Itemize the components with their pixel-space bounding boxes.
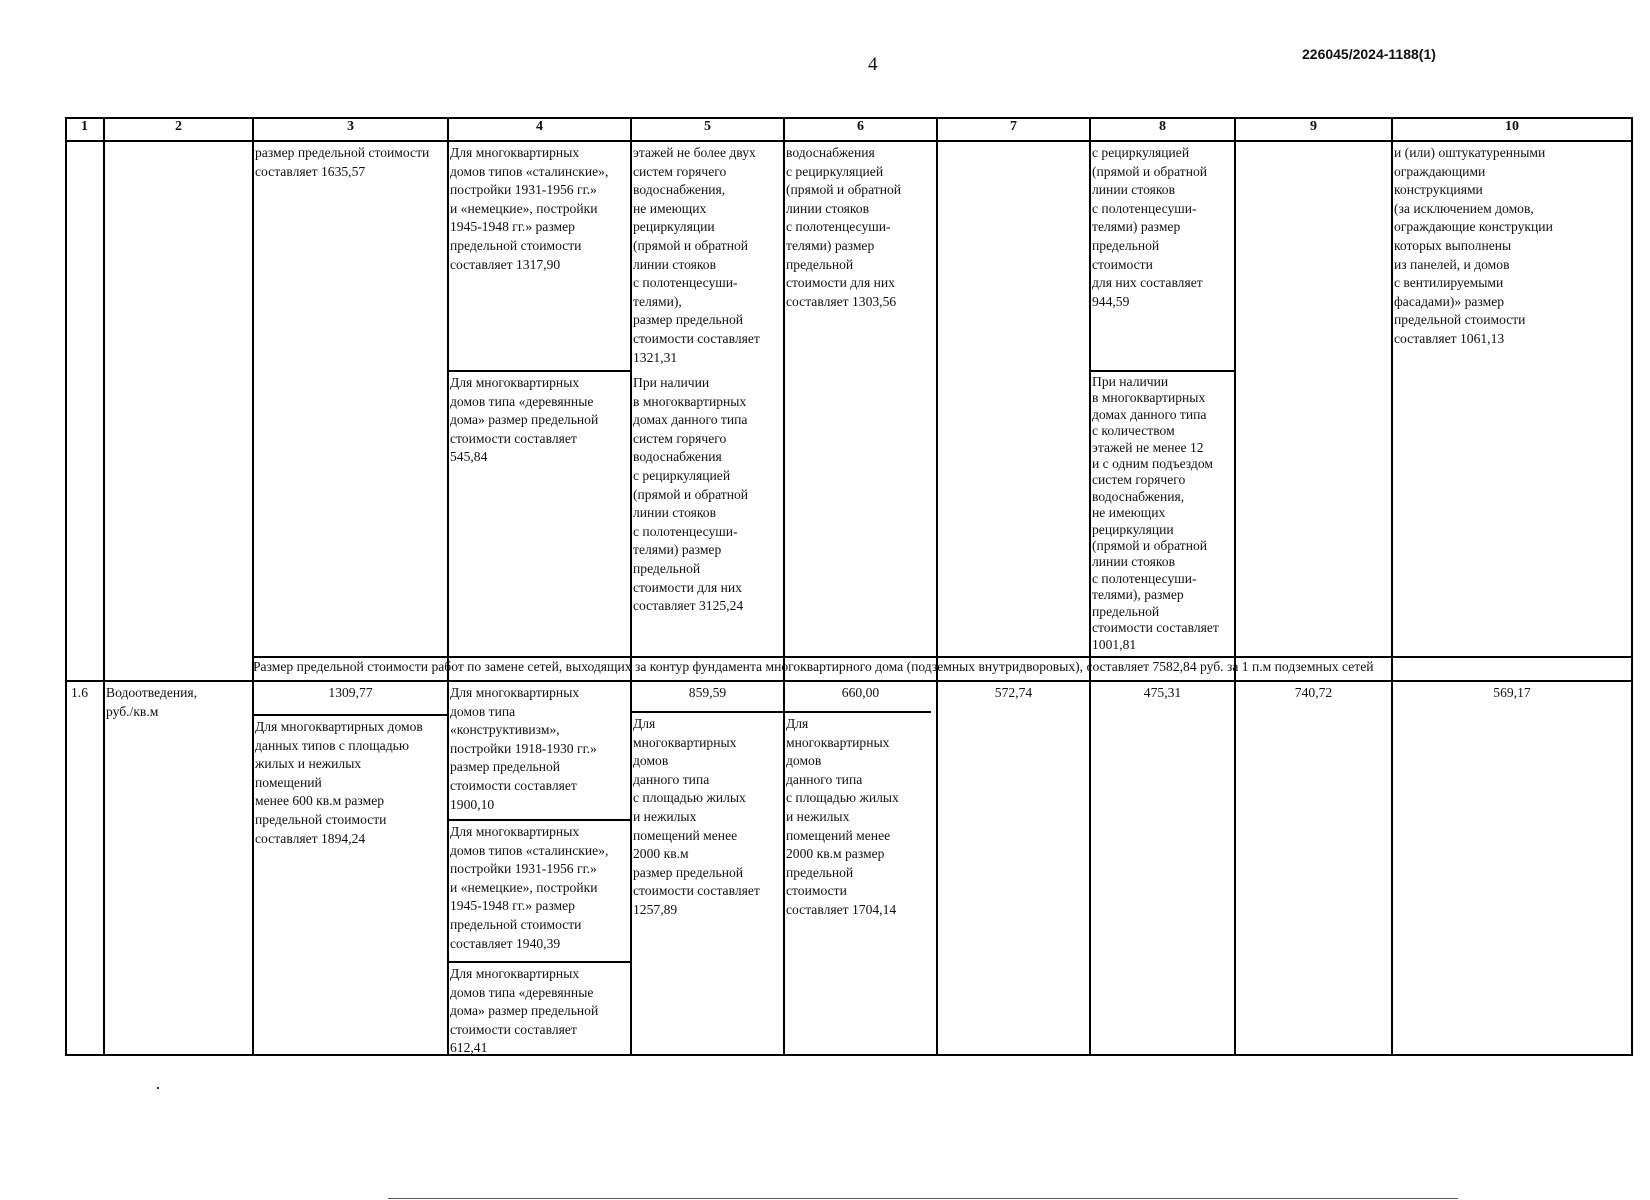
cell-rule <box>448 819 631 821</box>
table-cell: Для многоквартирных домов данного типа с площадью жилых и нежилых помещений менее 2000 кв.м размер предельной стоимости составляет 1704,14 <box>786 716 899 917</box>
table-cell-value: 1309,77 <box>328 685 373 700</box>
col-rule <box>103 117 105 1056</box>
table-cell: Для многоквартирных домов типов «сталинские», постройки 1931-1956 гг.» и «немецкие», постройки 1945-1948 гг.» размер предельной стоимости составляет 1317,90 <box>450 145 609 272</box>
col-rule <box>1391 117 1393 1056</box>
table-cell-value: 859,59 <box>688 685 727 700</box>
col-rule <box>936 117 938 1056</box>
col-rule <box>1089 117 1091 1056</box>
table-cell: размер предельной стоимости составляет 1635,57 <box>255 145 430 179</box>
column-header: 6 <box>857 119 864 134</box>
note-rule-top <box>253 656 1633 658</box>
row-number: 1.6 <box>71 685 88 700</box>
table-cell: Для многоквартирных домов типа «конструктивизм», постройки 1918-1930 гг.» размер предельной стоимости составляет 1900,10 <box>450 685 597 812</box>
document-id: 226045/2024-1188(1) <box>1302 46 1436 62</box>
spanning-note: Размер предельной стоимости работ по замене сетей, выходящих за контур фундамента многоквартирного дома (подземных внутридворовых), составляет 7582,84 руб. за 1 п.м подземных сетей <box>253 659 1374 674</box>
row-rule <box>65 680 1633 682</box>
table-cell-value: 475,31 <box>1143 685 1182 700</box>
table-border-right <box>1631 117 1633 1056</box>
table-cell-value: 740,72 <box>1294 685 1333 700</box>
column-header: 8 <box>1159 119 1166 134</box>
cell-rule <box>631 711 931 713</box>
column-header: 5 <box>704 119 711 134</box>
table-cell: Для многоквартирных домов типа «деревянные дома» размер предельной стоимости составляет 612,41 <box>450 966 599 1056</box>
cell-rule <box>253 714 448 716</box>
table-cell: с рециркуляцией (прямой и обратной линии стояков с полотенцесуши- телями) размер предельной стоимости для них составляет 944,59 <box>1092 145 1208 309</box>
column-header: 9 <box>1310 119 1317 134</box>
row-title: Водоотведения, руб./кв.м <box>106 685 198 719</box>
table-cell-value: 572,74 <box>994 685 1033 700</box>
table-cell-value: 660,00 <box>841 685 880 700</box>
table-cell: этажей не более двух систем горячего водоснабжения, не имеющих рециркуляции (прямой и обратной линии стояков с полотенцесуши- телями), размер предельной стоимости составляет 1321,31 <box>633 145 760 365</box>
col-rule <box>252 117 254 1056</box>
scan-speck <box>157 1087 159 1089</box>
column-header: 1 <box>81 119 88 134</box>
col-rule <box>783 117 785 1056</box>
column-header: 2 <box>175 119 182 134</box>
table-border-left <box>65 117 67 1056</box>
col-rule <box>447 117 449 1056</box>
tariff-table <box>65 117 1633 1056</box>
column-header: 4 <box>536 119 543 134</box>
cell-rule <box>1090 370 1235 372</box>
footer-rule <box>388 1198 1458 1199</box>
column-header: 10 <box>1505 119 1519 134</box>
table-cell: Для многоквартирных домов данного типа с площадью жилых и нежилых помещений менее 2000 кв.м размер предельной стоимости составляет 1257,89 <box>633 716 760 917</box>
header-rule <box>65 140 1633 142</box>
table-cell: Для многоквартирных домов типов «сталинские», постройки 1931-1956 гг.» и «немецкие», постройки 1945-1948 гг.» размер предельной стоимости составляет 1940,39 <box>450 824 609 951</box>
table-border-bottom <box>65 1054 1633 1056</box>
table-cell: При наличии в многоквартирных домах данного типа систем горячего водоснабжения с рециркуляцией (прямой и обратной линии стояков с полотенцесуши- телями) размер предельной стоимости для них составляет 3125,24 <box>633 375 749 614</box>
cell-rule <box>448 961 631 963</box>
col-rule <box>630 117 632 1056</box>
table-cell: водоснабжения с рециркуляцией (прямой и обратной линии стояков с полотенцесуши- телями) размер предельной стоимости для них составляет 1303,56 <box>786 145 902 309</box>
table-cell: Для многоквартирных домов данных типов с площадью жилых и нежилых помещений менее 600 кв.м размер предельной стоимости составляет 1894,24 <box>255 719 423 846</box>
table-cell-value: 569,17 <box>1493 685 1531 700</box>
table-cell: При наличии в многоквартирных домах данного типа с количеством этажей не менее 12 и с одним подъездом систем горячего водоснабжения, не имеющих рециркуляции (прямой и обратной линии стояков с полотенцесуши- телями), размер предельной стоимости составляет 1001,81 <box>1092 374 1219 652</box>
column-header: 3 <box>347 119 354 134</box>
cell-rule <box>448 370 631 372</box>
table-cell: и (или) оштукатуренными ограждающими конструкциями (за исключением домов, ограждающие конструкции которых выполнены из панелей, и домов с вентилируемыми фасадами)» размер предельной стоимости составляет 1061,13 <box>1394 145 1553 346</box>
col-rule <box>1234 117 1236 1056</box>
page-number: 4 <box>868 54 878 75</box>
column-header: 7 <box>1010 119 1017 134</box>
table-cell: Для многоквартирных домов типа «деревянные дома» размер предельной стоимости составляет 545,84 <box>450 375 599 465</box>
